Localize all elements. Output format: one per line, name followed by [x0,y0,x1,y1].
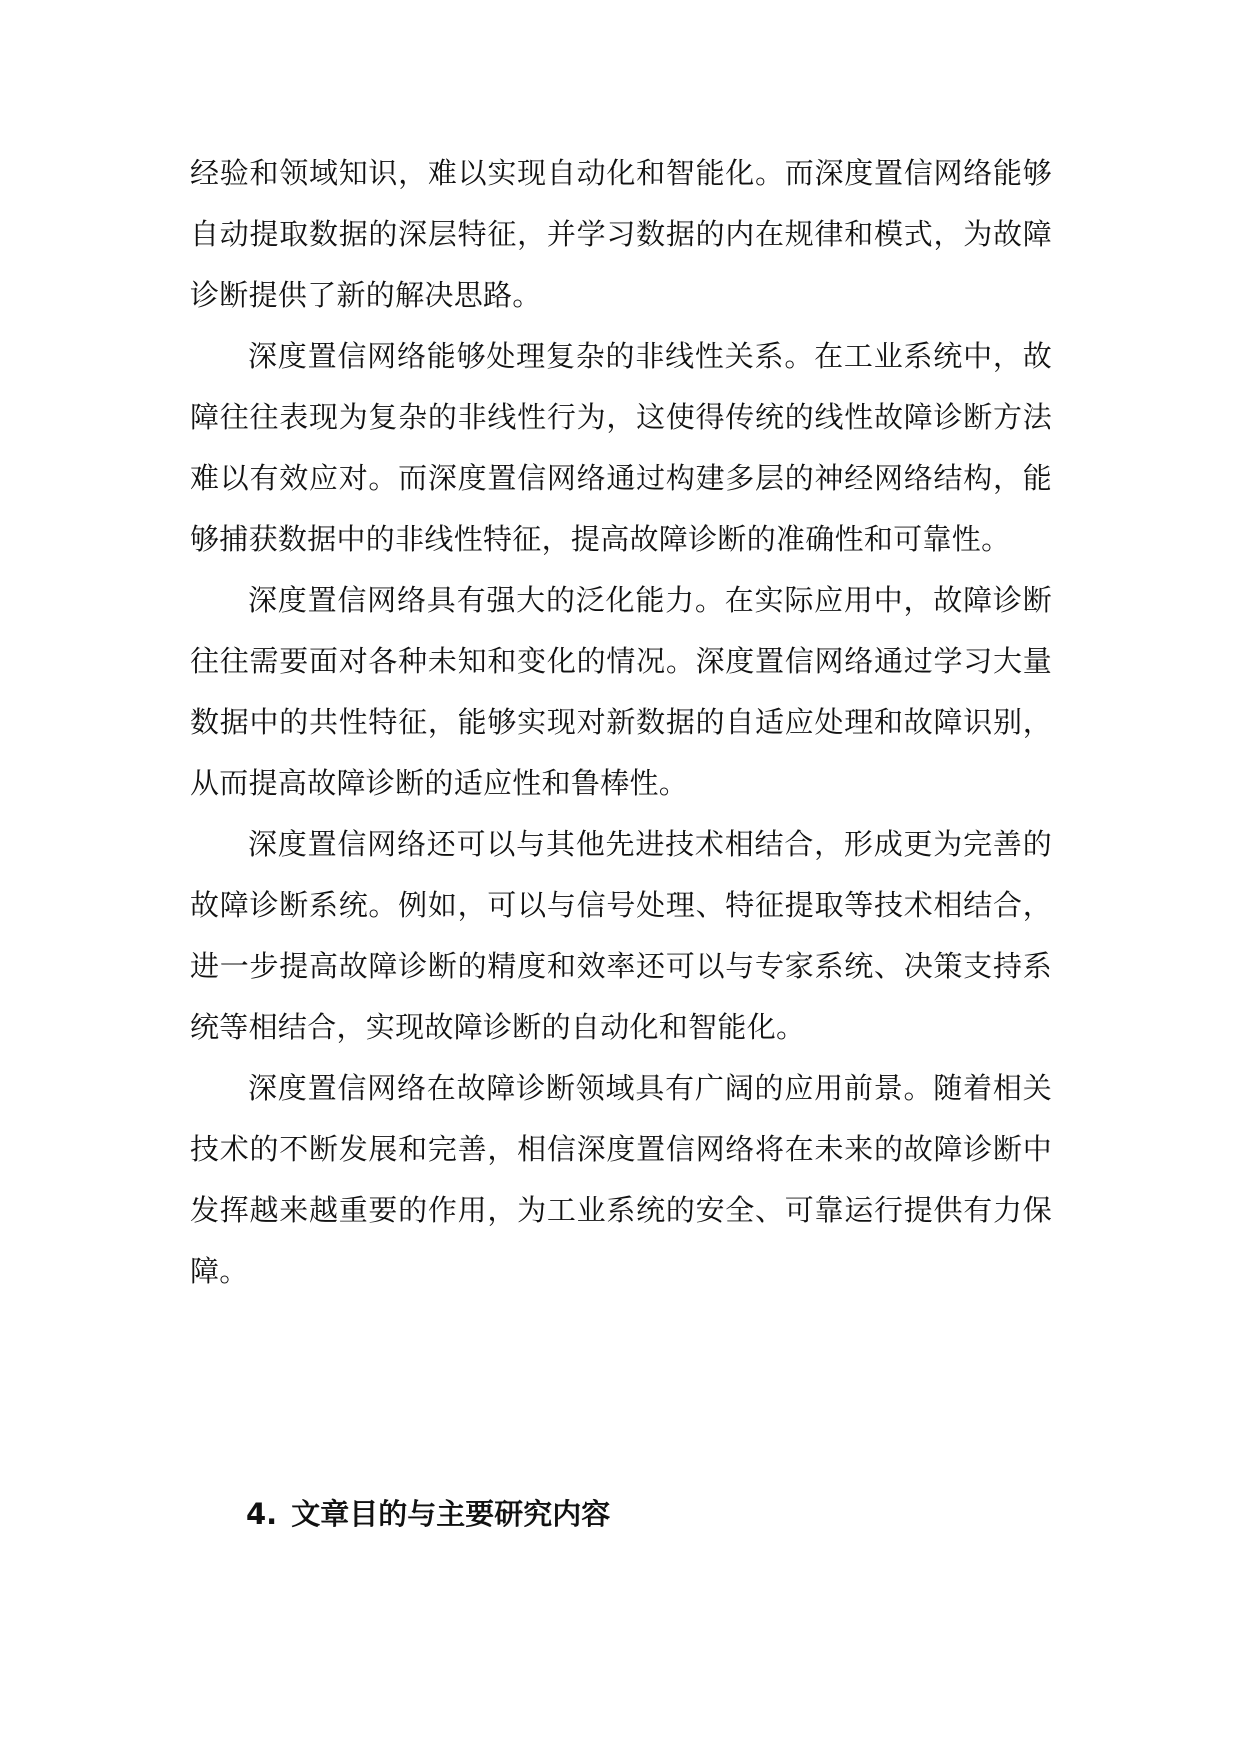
paragraph-continued: 经验和领域知识，难以实现自动化和智能化。而深度置信网络能够自动提取数据的深层特征，并学习数据的内在规律和模式，为故障诊断提供了新的解决思路。 [190,156,1052,312]
paragraph-integration: 深度置信网络还可以与其他先进技术相结合，形成更为完善的故障诊断系统。例如，可以与信号处理、特征提取等技术相结合，进一步提高故障诊断的精度和效率还可以与专家系统、决策支持系统等相结合，实现故障诊断的自动化和智能化。 [190,827,1052,1044]
body-text [190,143,1052,1302]
section-heading [246,1496,610,1532]
section-number: 4. [246,1497,278,1531]
section-title: 文章目的与主要研究内容 [291,1497,611,1531]
paragraph-prospects: 深度置信网络在故障诊断领域具有广阔的应用前景。随着相关技术的不断发展和完善，相信深度置信网络将在未来的故障诊断中发挥越来越重要的作用，为工业系统的安全、可靠运行提供有力保障。 [190,1071,1052,1288]
paragraph-generalization: 深度置信网络具有强大的泛化能力。在实际应用中，故障诊断往往需要面对各种未知和变化的情况。深度置信网络通过学习大量数据中的共性特征，能够实现对新数据的自适应处理和故障识别，从而提高故障诊断的适应性和鲁棒性。 [190,583,1052,800]
paragraph-nonlinear: 深度置信网络能够处理复杂的非线性关系。在工业系统中，故障往往表现为复杂的非线性行为，这使得传统的线性故障诊断方法难以有效应对。而深度置信网络通过构建多层的神经网络结构，能够捕获数据中的非线性特征，提高故障诊断的准确性和可靠性。 [190,339,1052,556]
